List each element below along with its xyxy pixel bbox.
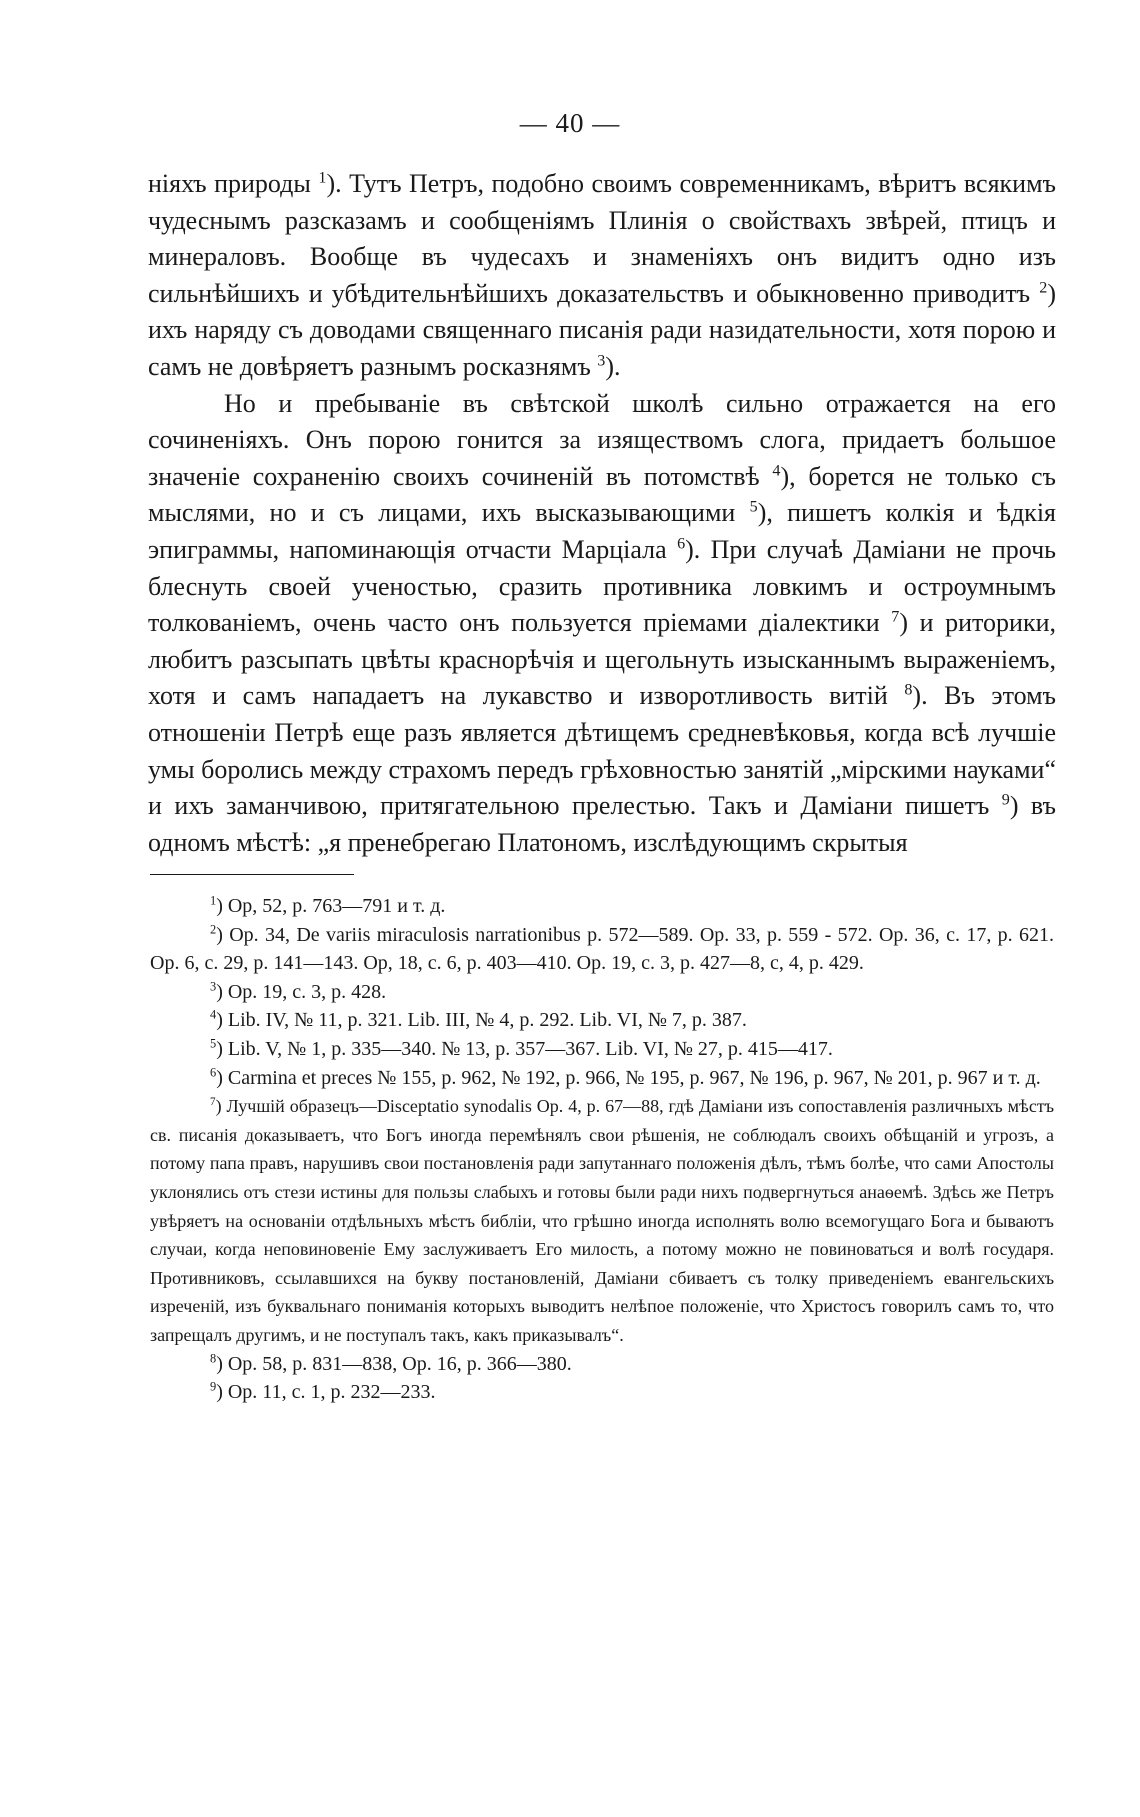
footnote: $^1$) Op, 52, p. 763—791 и т. д.	[210, 893, 446, 917]
footnote-ref: 5	[749, 498, 758, 516]
footnote: $^3$) Op. 19, c. 3, p. 428.	[210, 979, 387, 1003]
footnote-ref: 1	[318, 169, 327, 187]
footnote: $^9$) Op. 11, c. 1, p. 232—233.	[210, 1379, 436, 1404]
footnote-ref: 4	[772, 462, 781, 480]
footnote: $^7$) Лучшій образецъ—Disceptatio synodalis Op. 4, p. 67—88, гдѣ Даміани изъ сопоставленія различныхъ мѣстъ св. писанія доказываетъ, что Богъ иногда перемѣнялъ свои рѣшенія, не соблюдалъ своихъ обѣщаній и угрозъ, а потому папа правъ, нарушивъ свои постановленія ради запутаннаго положенія дѣлъ, тѣмъ болѣе, что сами Апостолы уклонялись отъ стези истины для пользы слабыхъ и готовы были ради нихъ подвергнуться анаѳемѣ. Здѣсь же Петръ увѣряетъ на основаніи отдѣльныхъ мѣстъ библіи, что грѣшно иногда исполнять волю всемогущаго Бога и бываютъ случаи, когда неповиновеніе Ему заслуживаетъ Его милость, а потому можно не повиноваться и волѣ государя. Противниковъ, ссылавшихся на букву постановленій, Даміани сбиваетъ съ толку приведеніемъ евангельскихъ изреченій, изъ буквальнаго пониманія которыхъ выводитъ нелѣпое положеніе, что Христосъ говорилъ самъ то, что запрещалъ другимъ, и не поступалъ такъ, какъ приказывалъ“.	[150, 1096, 1054, 1345]
footnote-ref: 6	[677, 535, 686, 553]
page-number: — 40 —	[519, 108, 621, 138]
footnote: $^6$) Carmina et preces № 155, p. 962, № 192, p. 966, № 195, p. 967, № 196, p. 967, № 201, p. 967 и т. д.	[210, 1064, 1041, 1089]
footnote-ref: 9	[1001, 791, 1010, 809]
paragraph: ніяхъ природы $^1$). Тутъ Петръ, подобно своимъ современникамъ, вѣритъ всякимъ чудеснымъ разсказамъ и сообщеніямъ Плинія о свойствахъ звѣрей, птицъ и минераловъ. Вообще въ чудесахъ и знаменіяхъ онъ видитъ одно изъ сильнѣйшихъ и убѣдительнѣйшихъ доказательствъ и обыкновенно приводитъ $^2$) ихъ наряду съ доводами священнаго писанія ради назидательности, хотя порою и самъ не довѣряетъ разнымъ росказнямъ $^3$).	[148, 169, 1056, 381]
footnote-divider	[150, 874, 354, 875]
body-text	[148, 166, 1056, 861]
footnote-ref: 3	[597, 352, 606, 370]
paragraph: Но и пребываніе въ свѣтской школѣ сильно отражается на его сочиненіяхъ. Онъ порою гонится за изяществомъ слога, придаетъ большое значеніе сохраненію своихъ сочиненій въ потомствѣ $^4$), борется не только съ мыслями, но и съ лицами, ихъ высказывающими $^5$), пишетъ колкія и ѣдкія эпиграммы, напоминающія отчасти Марціала $^6$). При случаѣ Даміани не прочь блеснуть своей ученостью, сразить противника ловкимъ и остроумнымъ толкованіемъ, очень часто онъ пользуется пріемами діалектики $^7$) и риторики, любитъ разсыпать цвѣты краснорѣчія и щегольнуть изысканнымъ выраженіемъ, хотя и самъ нападаетъ на лукавство и изворотливость витій $^8$). Въ этомъ отношеніи Петрѣ еще разъ является дѣтищемъ средневѣковья, когда всѣ лучшіе умы боролись между страхомъ передъ грѣховностью занятій „мірскими науками“ и ихъ заманчивою, притягательною прелестью. Такъ и Даміани пишетъ $^9$) въ одномъ мѣстѣ: „я пренебрегаю Платономъ, изслѣдующимъ скрытыя	[148, 388, 1057, 857]
footnote-ref: 7	[891, 608, 900, 626]
footnote-ref: 2	[1039, 279, 1048, 297]
footnote: $^5$) Lib. V, № 1, p. 335—340. № 13, p. 357—367. Lib. VI, № 27, p. 415—417.	[210, 1036, 833, 1060]
footnote: $^2$) Op. 34, De variis miraculosis narrationibus p. 572—589. Op. 33, p. 559 - 572. Op. 36, c. 17, p. 621. Op. 6, c. 29, p. 141—143. Op, 18, c. 6, p. 403—410. Op. 19, c. 3, p. 427—8, c, 4, p. 429.	[150, 921, 1054, 975]
footnote: $^4$) Lib. IV, № 11, p. 321. Lib. III, № 4, p. 292. Lib. VI, № 7, p. 387.	[210, 1007, 747, 1032]
footnotes	[150, 892, 1054, 1407]
footnote: $^8$) Op. 58, p. 831—838, Op. 16, p. 366—380.	[210, 1350, 572, 1375]
footnote-ref: 8	[904, 681, 913, 699]
